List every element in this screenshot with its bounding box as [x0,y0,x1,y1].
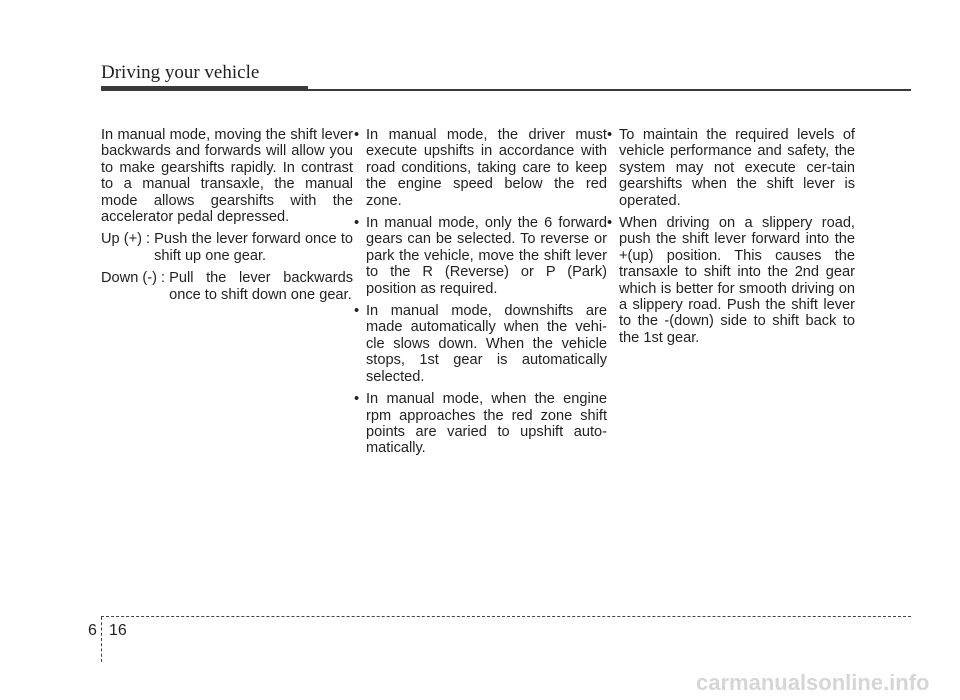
definition-down [101,270,353,303]
header-rule-thick [101,86,308,91]
bullet-icon: • [607,215,613,232]
list-item-text: In manual mode, downshifts are made automatically when the vehi-cle slows down. When the vehicle stops, 1st gear is automatically selected. [366,303,607,385]
page-header-title: Driving your vehicle [101,62,260,83]
definition-up [101,231,353,264]
header-rule-thin [308,89,911,91]
list-item-text: To maintain the required levels of vehicle performance and safety, the system may not execute cer-tain gearshifts when the shift lever is operated. [619,127,855,209]
bullet-icon: • [354,127,360,143]
chapter-number: 6 [88,622,97,639]
list-item [607,215,855,346]
list-item [354,215,607,297]
bullet-icon: • [607,127,613,143]
bullet-icon: • [354,391,360,408]
definition-term: Down (-) : [101,270,170,287]
footer-rule [101,616,911,617]
list-item [607,127,855,209]
watermark: carmanualsonline.info [696,670,930,695]
column-1 [101,127,353,309]
intro-paragraph: In manual mode, moving the shift lever backwards and forwards will allow you to make gearshifts rapidly. In contrast to a manual transaxle, the manual mode allows gearshifts with the accelerator pedal depressed. [101,127,353,226]
list-item [354,127,607,209]
list-item [354,391,607,457]
definition-term: Up (+) : [101,231,155,248]
list-item-text: In manual mode, only the 6 forward gears can be selected. To reverse or park the vehicle, move the shift lever to the R (Reverse) or P (Park) position as required. [366,215,607,297]
list-item-text: In manual mode, the driver must execute upshifts in accordance with road conditions, taking care to keep the engine speed below the red zone. [366,127,607,209]
footer-divider [101,617,102,662]
column-2 [354,127,607,463]
page-number: 16 [109,622,127,639]
list-item-text: In manual mode, when the engine rpm approaches the red zone shift points are varied to upshift auto-matically. [366,391,607,457]
column-3 [607,127,855,352]
definition-text: Pull the lever backwards once to shift down one gear. [169,270,353,303]
bullet-icon: • [354,215,360,232]
bullet-icon: • [354,303,360,320]
list-item [354,303,607,385]
definition-text: Push the lever forward once to shift up one gear. [154,231,353,264]
list-item-text: When driving on a slippery road, push the shift lever forward into the +(up) position. This causes the transaxle to shift into the 2nd gear which is better for smooth driving on a slippery road. Push the shift lever to the -(down) side to shift back to the 1st gear. [619,215,855,346]
